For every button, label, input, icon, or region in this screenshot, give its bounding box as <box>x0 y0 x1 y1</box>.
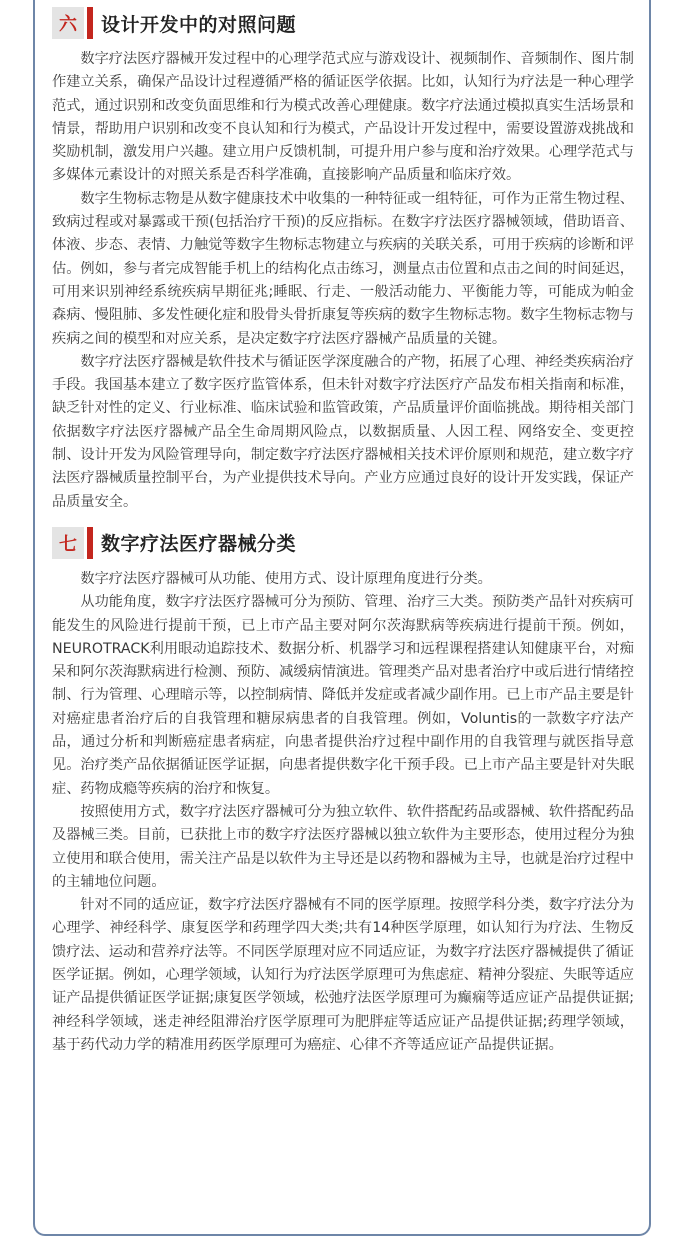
section-number-badge: 七 <box>52 527 84 559</box>
section-title: 数字疗法医疗器械分类 <box>101 533 297 556</box>
section-heading <box>52 526 634 560</box>
section-six <box>52 6 634 514</box>
section-accent-bar <box>87 7 93 39</box>
paragraph: 从功能角度，数字疗法医疗器械可分为预防、管理、治疗三大类。预防类产品针对疾病可能发生的风险进行提前干预，已上市产品主要对阿尔茨海默病等疾病进行提前干预。例如，NEUROTRACK利用眼动追踪技术、数据分析、机器学习和远程课程搭建认知健康平台，对痴呆和阿尔茨海默病进行检测、预防、减缓病情演进。管理类产品对患者治疗中或后进行情绪控制、行为管理、心理暗示等，以控制病情、降低并发症或者减少副作用。已上市产品主要是针对癌症患者治疗后的自我管理和糖尿病患者的自我管理。例如，Voluntis的一款数字疗法产品，通过分析和判断癌症患者病症，向患者提供治疗过程中副作用的自我管理与就医指导意见。治疗类产品依据循证医学证据，向患者提供数字化干预手段。已上市产品主要是针对失眠症、药物成瘾等疾病的治疗和恢复。 <box>52 594 634 797</box>
paragraph: 数字生物标志物是从数字健康技术中收集的一种特征或一组特征，可作为正常生物过程、致病过程或对暴露或干预(包括治疗干预)的反应指标。在数字疗法医疗器械领域，借助语音、体液、步态、表情、力触觉等数字生物标志物建立与疾病的关联关系，可用于疾病的诊断和评估。例如，参与者完成智能手机上的结构化点击练习，测量点击位置和点击之间的时间延迟，可用来识别神经系统疾病早期征兆;睡眠、行走、一般活动能力、平衡能力等，可能成为帕金森病、慢阻肺、多发性硬化症和股骨头骨折康复等疾病的数字生物标志物。数字生物标志物与疾病之间的模型和对应关系，是决定数字疗法医疗器械产品质量的关键。 <box>52 190 634 347</box>
section-heading <box>52 6 634 40</box>
paragraph: 数字疗法医疗器械可从功能、使用方式、设计原理角度进行分类。 <box>80 570 492 587</box>
section-number-badge: 六 <box>52 7 84 39</box>
paragraph: 针对不同的适应证，数字疗法医疗器械有不同的医学原理。按照学科分类，数字疗法分为心理学、神经科学、康复医学和药理学四大类;共有14种医学原理，如认知行为疗法、生物反馈疗法、运动和营养疗法等。不同医学原理对应不同适应证，为数字疗法医疗器械提供了循证医学证据。例如，心理学领域，认知行为疗法医学原理可为焦虑症、精神分裂症、失眠等适应证产品提供循证医学证据;康复医学领域，松弛疗法医学原理可为癫痫等适应证产品提供证据;神经科学领域，迷走神经阻滞治疗医学原理可为肥胖症等适应证产品提供证据;药理学领域，基于药代动力学的精准用药医学原理可为癌症、心律不齐等适应证产品提供证据。 <box>52 897 634 1053</box>
article-content <box>52 6 634 1057</box>
paragraph: 数字疗法医疗器械开发过程中的心理学范式应与游戏设计、视频制作、音频制作、图片制作建立关系，确保产品设计过程遵循严格的循证医学依据。比如，认知行为疗法是一种心理学范式，通过识别和改变负面思维和行为模式改善心理健康。数字疗法通过模拟真实生活场景和情景，帮助用户识别和改变不良认知和行为模式，产品设计开发过程中，需要设置游戏挑战和奖励机制，激发用户兴趣。建立用户反馈机制，可提升用户参与度和治疗效果。心理学范式与多媒体元素设计的对照关系是否科学准确，直接影响产品质量和临床疗效。 <box>52 51 634 184</box>
paragraph: 数字疗法医疗器械是软件技术与循证医学深度融合的产物，拓展了心理、神经类疾病治疗手段。我国基本建立了数字医疗监管体系，但未针对数字疗法医疗产品发布相关指南和标准，缺乏针对性的定义、行业标准、临床试验和监管政策，产品质量评价面临挑战。期待相关部门依据数字疗法医疗器械产品全生命周期风险点，以数据质量、人因工程、网络安全、变更控制、设计开发为风险管理导向，制定数字疗法医疗器械相关技术评价原则和规范，建立数字疗法医疗器械质量控制平台，为产业提供技术导向。产业方应通过良好的设计开发实践，保证产品质量安全。 <box>52 353 634 510</box>
section-title: 设计开发中的对照问题 <box>101 13 297 36</box>
paragraph: 按照使用方式，数字疗法医疗器械可分为独立软件、软件搭配药品或器械、软件搭配药品及器械三类。目前，已获批上市的数字疗法医疗器械以独立软件为主要形态，使用过程分为独立使用和联合使用，需关注产品是以软件为主导还是以药物和器械为主导，也就是治疗过程中的主辅地位问题。 <box>52 803 634 890</box>
section-seven <box>52 526 634 1057</box>
section-accent-bar <box>87 527 93 559</box>
